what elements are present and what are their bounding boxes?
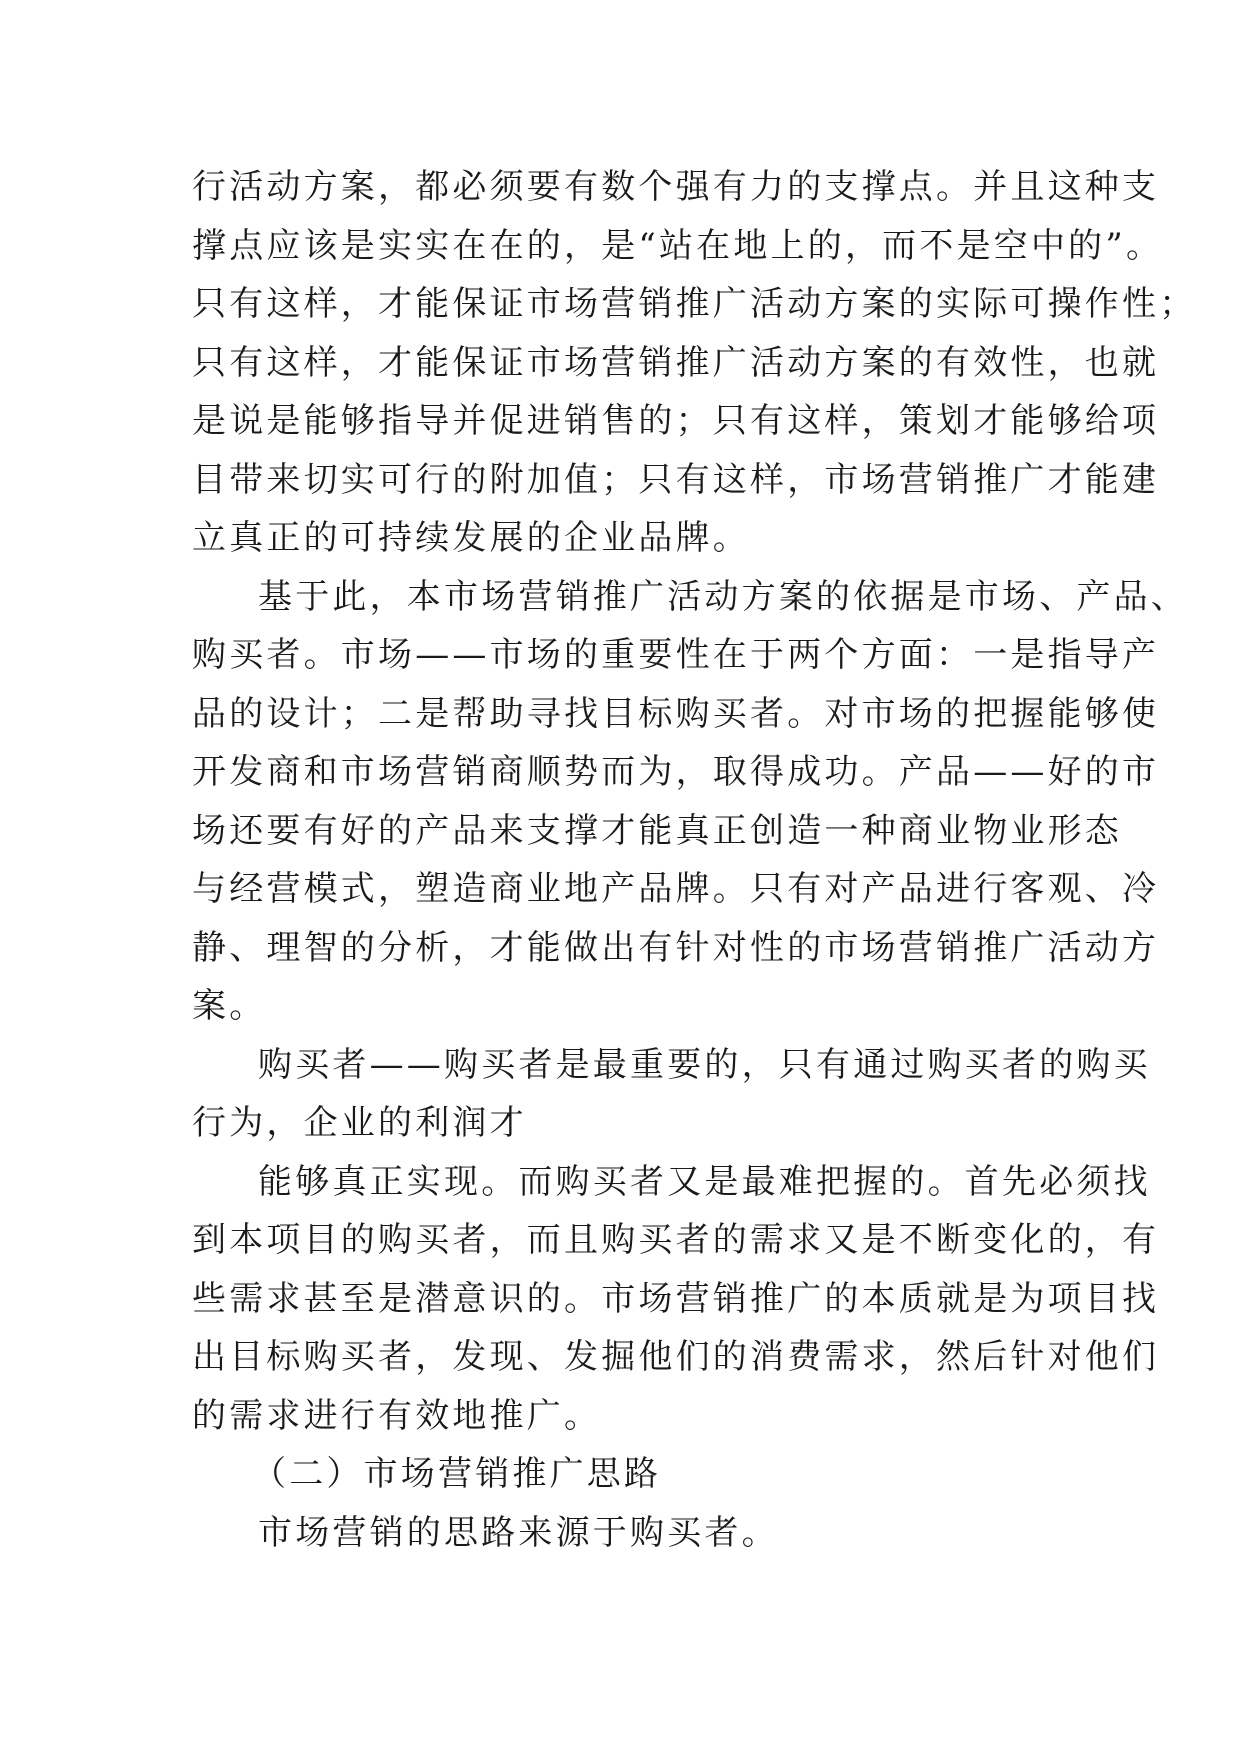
text-line: 品的设计；二是帮助寻找目标购买者。对市场的把握能够使 [192,693,1160,734]
text-line: 案。 [192,986,267,1026]
text-line: 静、理智的分析，才能做出有针对性的市场营销推广活动方 [192,927,1160,968]
text-line: 些需求甚至是潜意识的。市场营销推广的本质就是为项目找 [192,1278,1160,1319]
text-line: 目带来切实可行的附加值；只有这样，市场营销推广才能建 [192,459,1160,500]
text-line: 购买者。市场——市场的重要性在于两个方面：一是指导产 [192,635,1160,675]
text-line: 行活动方案，都必须要有数个强有力的支撑点。并且这种支 [192,167,1160,207]
text-line: 是说是能够指导并促进销售的；只有这样，策划才能够给项 [192,401,1160,441]
text-line: 只有这样，才能保证市场营销推广活动方案的实际可操作性； [192,284,1197,324]
text-line: 撑点应该是实实在在的，是“站在地上的，而不是空中的”。 [192,225,1164,266]
text-line: 的需求进行有效地推广。 [192,1395,602,1436]
text-line: 场还要有好的产品来支撑才能真正创造一种商业物业形态 [192,810,1122,851]
paragraph-start-line: 市场营销的思路来源于购买者。 [258,1512,779,1553]
text-line: 行为，企业的利润才 [192,1103,527,1143]
text-line: 开发商和市场营销商顺势而为，取得成功。产品——好的市 [192,752,1160,792]
text-line: 到本项目的购买者，而且购买者的需求又是不断变化的，有 [192,1220,1160,1260]
paragraph-start-line: 能够真正实现。而购买者又是最难把握的。首先必须找 [258,1161,1151,1202]
text-line: 出目标购买者，发现、发掘他们的消费需求，然后针对他们 [192,1337,1160,1377]
paragraph-start-line: 购买者——购买者是最重要的，只有通过购买者的购买 [258,1044,1151,1085]
text-line: 与经营模式，塑造商业地产品牌。只有对产品进行客观、冷 [192,869,1160,909]
text-line: 只有这样，才能保证市场营销推广活动方案的有效性，也就 [192,342,1160,383]
section-heading: （二）市场营销推广思路 [252,1454,662,1494]
document-body [192,158,1197,1562]
text-line: 立真正的可持续发展的企业品牌。 [192,518,750,558]
paragraph-start-line: 基于此，本市场营销推广活动方案的依据是市场、产品、 [258,576,1188,617]
